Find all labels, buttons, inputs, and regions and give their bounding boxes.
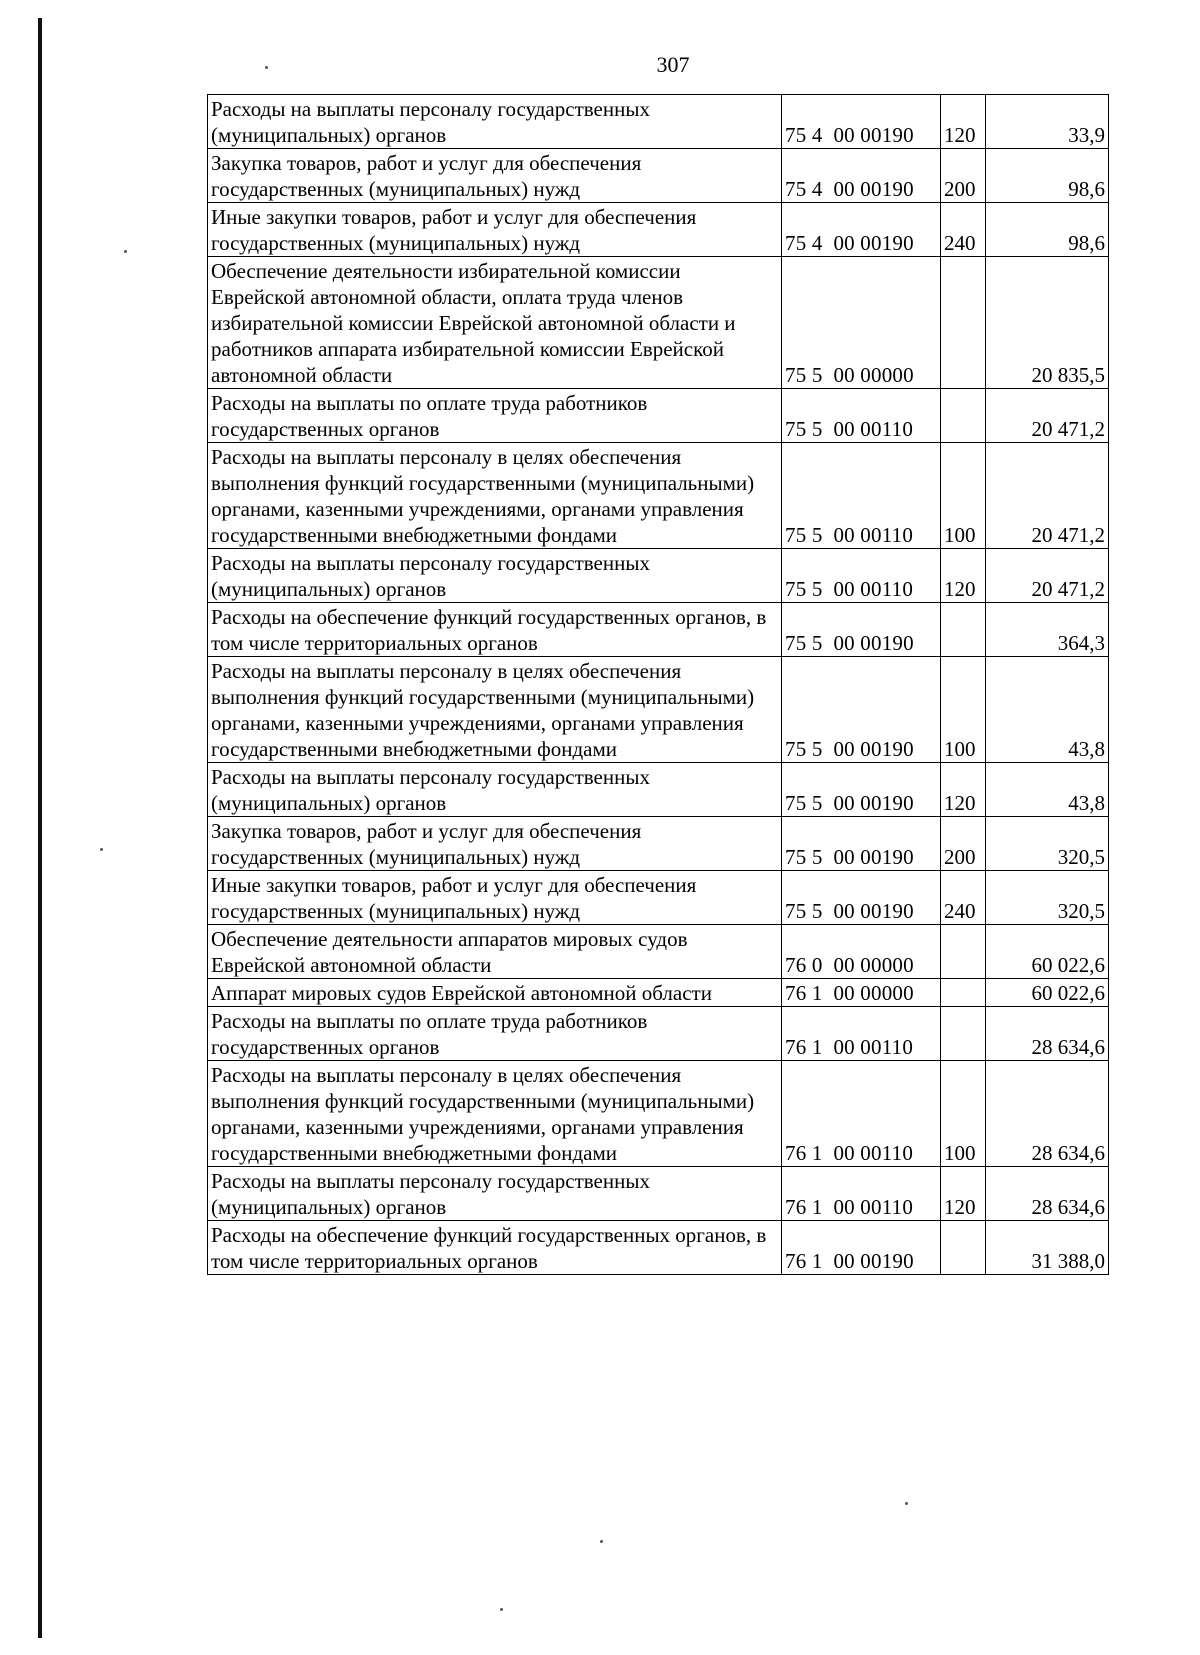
target-code-cell: 75 5 00 00190 — [782, 603, 941, 657]
target-code-cell: 75 4 00 00190 — [782, 95, 941, 149]
amount-cell: 98,6 — [986, 203, 1109, 257]
table-row — [208, 149, 1109, 203]
target-code-cell: 75 4 00 00190 — [782, 149, 941, 203]
amount-cell: 28 634,6 — [986, 1061, 1109, 1167]
table-row — [208, 1007, 1109, 1061]
expense-type-cell: 120 — [941, 763, 986, 817]
amount-cell: 20 471,2 — [986, 389, 1109, 443]
amount-cell: 364,3 — [986, 603, 1109, 657]
table-row — [208, 257, 1109, 389]
expense-name-cell: Расходы на выплаты персоналу в целях обеспечения выполнения функций государственными (муниципальными) органами, казенными учреждениями, органами управления государственными внебюджетными фондами — [208, 1061, 782, 1167]
scan-speck — [500, 1608, 503, 1611]
expense-name-cell: Расходы на выплаты по оплате труда работников государственных органов — [208, 1007, 782, 1061]
table-row — [208, 763, 1109, 817]
target-code-cell: 76 1 00 00110 — [782, 1061, 941, 1167]
amount-cell: 320,5 — [986, 871, 1109, 925]
scan-speck — [905, 1502, 908, 1505]
target-code-cell: 76 1 00 00110 — [782, 1167, 941, 1221]
expense-type-cell — [941, 257, 986, 389]
table-row — [208, 549, 1109, 603]
amount-cell: 98,6 — [986, 149, 1109, 203]
target-code-cell: 76 1 00 00190 — [782, 1221, 941, 1275]
amount-cell: 60 022,6 — [986, 979, 1109, 1007]
expense-type-cell: 100 — [941, 1061, 986, 1167]
scan-speck — [600, 1540, 603, 1543]
expense-type-cell — [941, 1221, 986, 1275]
expense-name-cell: Расходы на выплаты персоналу государственных (муниципальных) органов — [208, 549, 782, 603]
amount-cell: 20 835,5 — [986, 257, 1109, 389]
amount-cell: 31 388,0 — [986, 1221, 1109, 1275]
scan-speck — [100, 848, 103, 851]
expense-type-cell: 120 — [941, 1167, 986, 1221]
table-row — [208, 1061, 1109, 1167]
target-code-cell: 76 1 00 00000 — [782, 979, 941, 1007]
expense-name-cell: Расходы на выплаты персоналу государственных (муниципальных) органов — [208, 1167, 782, 1221]
expense-name-cell: Расходы на выплаты персоналу в целях обеспечения выполнения функций государственными (муниципальными) органами, казенными учреждениями, органами управления государственными внебюджетными фондами — [208, 657, 782, 763]
expense-name-cell: Закупка товаров, работ и услуг для обеспечения государственных (муниципальных) нужд — [208, 149, 782, 203]
expense-type-cell: 120 — [941, 95, 986, 149]
expense-name-cell: Расходы на обеспечение функций государственных органов, в том числе территориальных органов — [208, 1221, 782, 1275]
table-row — [208, 389, 1109, 443]
scan-left-edge — [38, 18, 42, 1638]
amount-cell: 33,9 — [986, 95, 1109, 149]
target-code-cell: 75 5 00 00000 — [782, 257, 941, 389]
amount-cell: 43,8 — [986, 657, 1109, 763]
target-code-cell: 76 0 00 00000 — [782, 925, 941, 979]
expense-name-cell: Расходы на выплаты персоналу государственных (муниципальных) органов — [208, 763, 782, 817]
target-code-cell: 75 5 00 00110 — [782, 389, 941, 443]
expense-name-cell: Иные закупки товаров, работ и услуг для обеспечения государственных (муниципальных) нужд — [208, 203, 782, 257]
expense-type-cell: 120 — [941, 549, 986, 603]
expense-name-cell: Обеспечение деятельности избирательной комиссии Еврейской автономной области, оплата труда членов избирательной комиссии Еврейской автономной области и работников аппарата избирательной комиссии Еврейской автономной области — [208, 257, 782, 389]
table-row — [208, 871, 1109, 925]
amount-cell: 20 471,2 — [986, 549, 1109, 603]
target-code-cell: 76 1 00 00110 — [782, 1007, 941, 1061]
table-row — [208, 1167, 1109, 1221]
expense-type-cell: 240 — [941, 203, 986, 257]
amount-cell: 28 634,6 — [986, 1167, 1109, 1221]
expense-name-cell: Обеспечение деятельности аппаратов мировых судов Еврейской автономной области — [208, 925, 782, 979]
expense-type-cell — [941, 979, 986, 1007]
target-code-cell: 75 5 00 00190 — [782, 657, 941, 763]
table-row — [208, 925, 1109, 979]
expense-name-cell: Расходы на выплаты персоналу государственных (муниципальных) органов — [208, 95, 782, 149]
target-code-cell: 75 5 00 00190 — [782, 763, 941, 817]
expense-type-cell: 100 — [941, 657, 986, 763]
table-row — [208, 95, 1109, 149]
expense-name-cell: Расходы на выплаты по оплате труда работников государственных органов — [208, 389, 782, 443]
expense-name-cell: Иные закупки товаров, работ и услуг для обеспечения государственных (муниципальных) нужд — [208, 871, 782, 925]
table-row — [208, 203, 1109, 257]
target-code-cell: 75 5 00 00110 — [782, 549, 941, 603]
table-row — [208, 657, 1109, 763]
expense-name-cell: Закупка товаров, работ и услуг для обеспечения государственных (муниципальных) нужд — [208, 817, 782, 871]
table-row — [208, 603, 1109, 657]
budget-table — [207, 94, 1109, 1275]
expense-name-cell: Аппарат мировых судов Еврейской автономной области — [208, 979, 782, 1007]
target-code-cell: 75 5 00 00190 — [782, 871, 941, 925]
expense-name-cell: Расходы на обеспечение функций государственных органов, в том числе территориальных органов — [208, 603, 782, 657]
table-row — [208, 817, 1109, 871]
expense-type-cell: 240 — [941, 871, 986, 925]
scan-speck — [124, 250, 127, 253]
amount-cell: 20 471,2 — [986, 443, 1109, 549]
expense-type-cell — [941, 389, 986, 443]
table-row — [208, 443, 1109, 549]
expense-type-cell: 200 — [941, 817, 986, 871]
expense-type-cell — [941, 1007, 986, 1061]
target-code-cell: 75 4 00 00190 — [782, 203, 941, 257]
target-code-cell: 75 5 00 00190 — [782, 817, 941, 871]
amount-cell: 28 634,6 — [986, 1007, 1109, 1061]
page-number: 307 — [656, 52, 690, 77]
amount-cell: 60 022,6 — [986, 925, 1109, 979]
expense-type-cell: 100 — [941, 443, 986, 549]
amount-cell: 320,5 — [986, 817, 1109, 871]
table-row — [208, 979, 1109, 1007]
expense-name-cell: Расходы на выплаты персоналу в целях обеспечения выполнения функций государственными (муниципальными) органами, казенными учреждениями, органами управления государственными внебюджетными фондами — [208, 443, 782, 549]
target-code-cell: 75 5 00 00110 — [782, 443, 941, 549]
amount-cell: 43,8 — [986, 763, 1109, 817]
budget-table-body — [208, 95, 1109, 1275]
table-row — [208, 1221, 1109, 1275]
expense-type-cell — [941, 603, 986, 657]
expense-type-cell: 200 — [941, 149, 986, 203]
expense-type-cell — [941, 925, 986, 979]
